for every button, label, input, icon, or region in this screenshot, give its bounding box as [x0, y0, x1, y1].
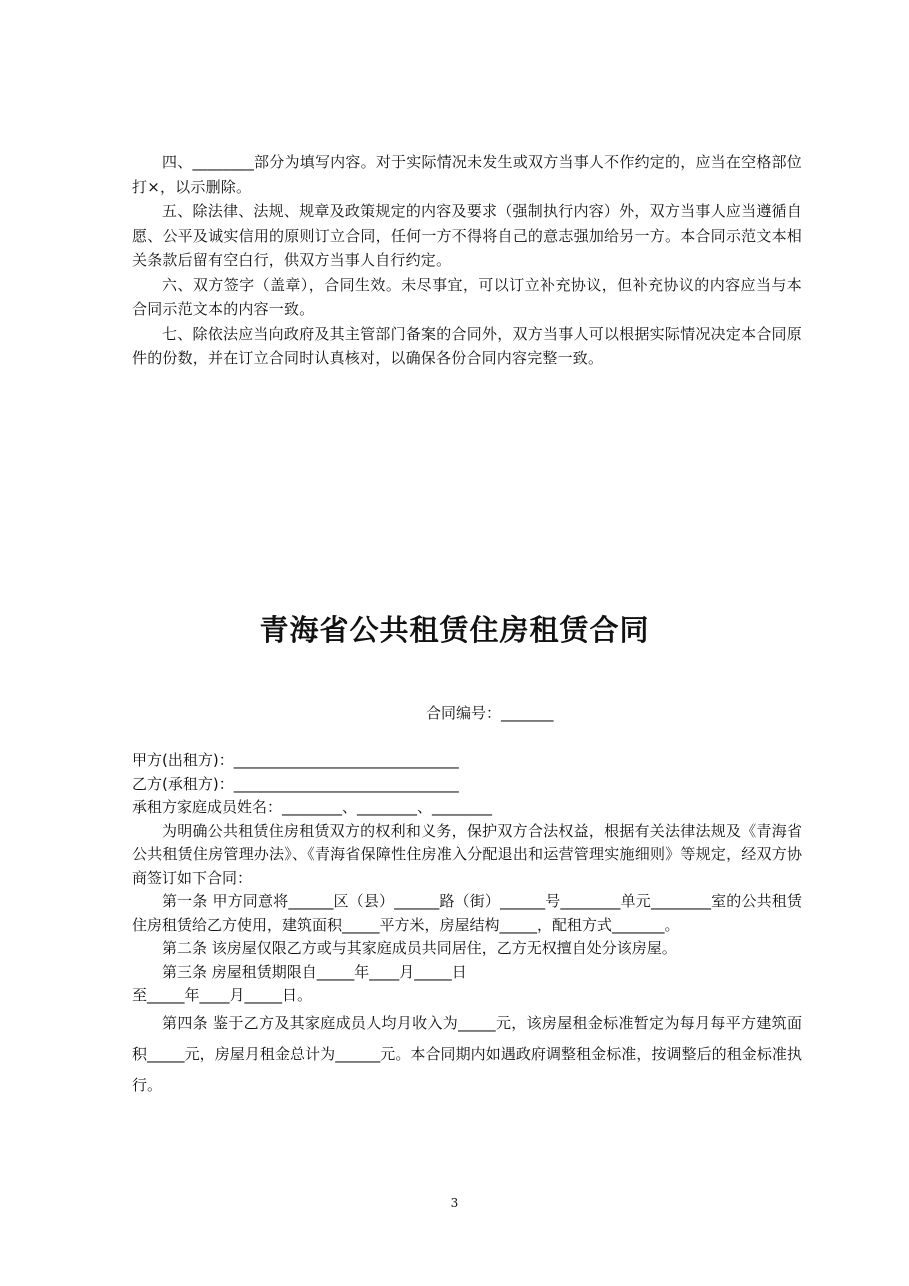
instruction-item-4: 四、________部分为填写内容。对于实际情况未发生或双方当事人不作约定的，应当在空格部位打×，以示删除。	[132, 153, 802, 196]
article-3-continuation: 至_____年____月_____日。	[132, 986, 313, 1004]
contract-body	[132, 749, 802, 1101]
instruction-item-5: 五、除法律、法规、规章及政策规定的内容及要求（强制执行内容）外，双方当事人应当遵循自愿、公平及诚实信用的原则订立合同，任何一方不得将自己的意志强加给另一方。本合同示范文本相关条款后留有空白行，供双方当事人自行约定。	[132, 202, 802, 269]
article-2: 第二条 该房屋仅限乙方或与其家庭成员共同居住，乙方无权擅自处分该房屋。	[162, 939, 677, 957]
article-4: 第四条 鉴于乙方及其家庭成员人均月收入为_____元，该房屋租金标准暂定为每月每平方建筑面积_____元，房屋月租金总计为______元。本合同期内如遇政府调整租金标准，按调整后的租金标准执行。	[132, 1013, 802, 1094]
party-b-line: 乙方(承租方)：______________________________	[132, 774, 459, 793]
party-a-line: 甲方(出租方)：______________________________	[132, 751, 459, 769]
family-members-line: 承租方家庭成员姓名：________、________、________	[132, 798, 493, 816]
page-number: 3	[450, 1196, 459, 1210]
article-1: 第一条 甲方同意将______区（县）______路（街）______号________单元________室的公共租赁住房租赁给乙方使用，建筑面积_____平方米，房屋结构_____，配租方式_______。	[132, 892, 802, 934]
article-3: 第三条 房屋租赁期限自_____年____月_____日	[162, 962, 467, 981]
preamble: 为明确公共租赁住房租赁双方的权利和义务，保护双方合法权益，根据有关法律法规及《青海省公共租赁住房管理办法》、《青海省保障性住房准入分配退出和运营管理实施细则》等规定，经双方协商签订如下合同：	[132, 821, 802, 887]
instruction-item-6: 六、双方签字（盖章），合同生效。未尽事宜，可以订立补充协议，但补充协议的内容应当与本合同示范文本的内容一致。	[132, 275, 802, 318]
instruction-item-7: 七、除依法应当向政府及其主管部门备案的合同外，双方当事人可以根据实际情况决定本合同原件的份数，并在订立合同时认真核对，以确保各份合同内容完整一致。	[132, 324, 802, 367]
instructions-section	[132, 150, 802, 371]
contract-number: 合同编号：_______	[426, 704, 554, 722]
contract-title: 青海省公共租赁住房租赁合同	[259, 613, 650, 647]
